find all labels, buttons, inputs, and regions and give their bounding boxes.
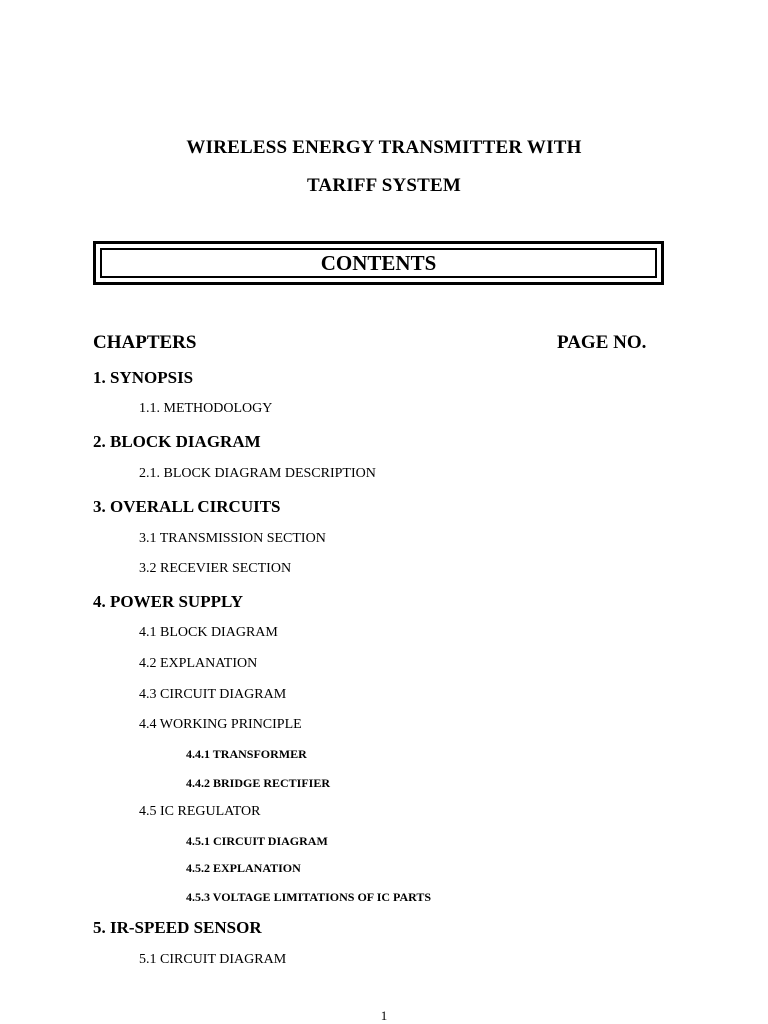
toc-entry: 3. OVERALL CIRCUITS	[93, 497, 281, 516]
document-title-line-2: TARIFF SYSTEM	[306, 175, 462, 196]
toc-entry: 3.1 TRANSMISSION SECTION	[139, 531, 326, 546]
toc-entry: 2.1. BLOCK DIAGRAM DESCRIPTION	[139, 466, 376, 481]
toc-entry: 4.4.2 BRIDGE RECTIFIER	[186, 776, 331, 790]
chapters-column-header: CHAPTERS	[93, 332, 197, 353]
toc-entry: 3.2 RECEVIER SECTION	[139, 561, 292, 576]
page-no-column-header: PAGE NO.	[557, 332, 647, 353]
toc-entry: 4.2 EXPLANATION	[139, 656, 258, 671]
contents-heading: CONTENTS	[100, 248, 657, 278]
toc-entry: 1.1. METHODOLOGY	[139, 401, 273, 416]
toc-entry: 1. SYNOPSIS	[93, 368, 194, 387]
toc-entry: 5.1 CIRCUIT DIAGRAM	[139, 952, 287, 967]
toc-entry: 2. BLOCK DIAGRAM	[93, 432, 261, 451]
toc-entry: 4.5.1 CIRCUIT DIAGRAM	[186, 834, 328, 848]
toc-entry: 4.5.2 EXPLANATION	[186, 861, 301, 875]
toc-entry: 4.5 IC REGULATOR	[139, 804, 261, 819]
page-number: 1	[380, 1008, 388, 1023]
contents-heading-box	[93, 241, 664, 285]
toc-entry: 5. IR-SPEED SENSOR	[93, 918, 262, 937]
toc-entry: 4.4 WORKING PRINCIPLE	[139, 717, 302, 732]
toc-entry: 4.5.3 VOLTAGE LIMITATIONS OF IC PARTS	[186, 890, 432, 904]
toc-entry: 4.1 BLOCK DIAGRAM	[139, 625, 278, 640]
toc-entry: 4.4.1 TRANSFORMER	[186, 747, 307, 761]
document-title-line-1: WIRELESS ENERGY TRANSMITTER WITH	[186, 137, 582, 158]
toc-entry: 4.3 CIRCUIT DIAGRAM	[139, 687, 287, 702]
toc-entry: 4. POWER SUPPLY	[93, 592, 244, 611]
